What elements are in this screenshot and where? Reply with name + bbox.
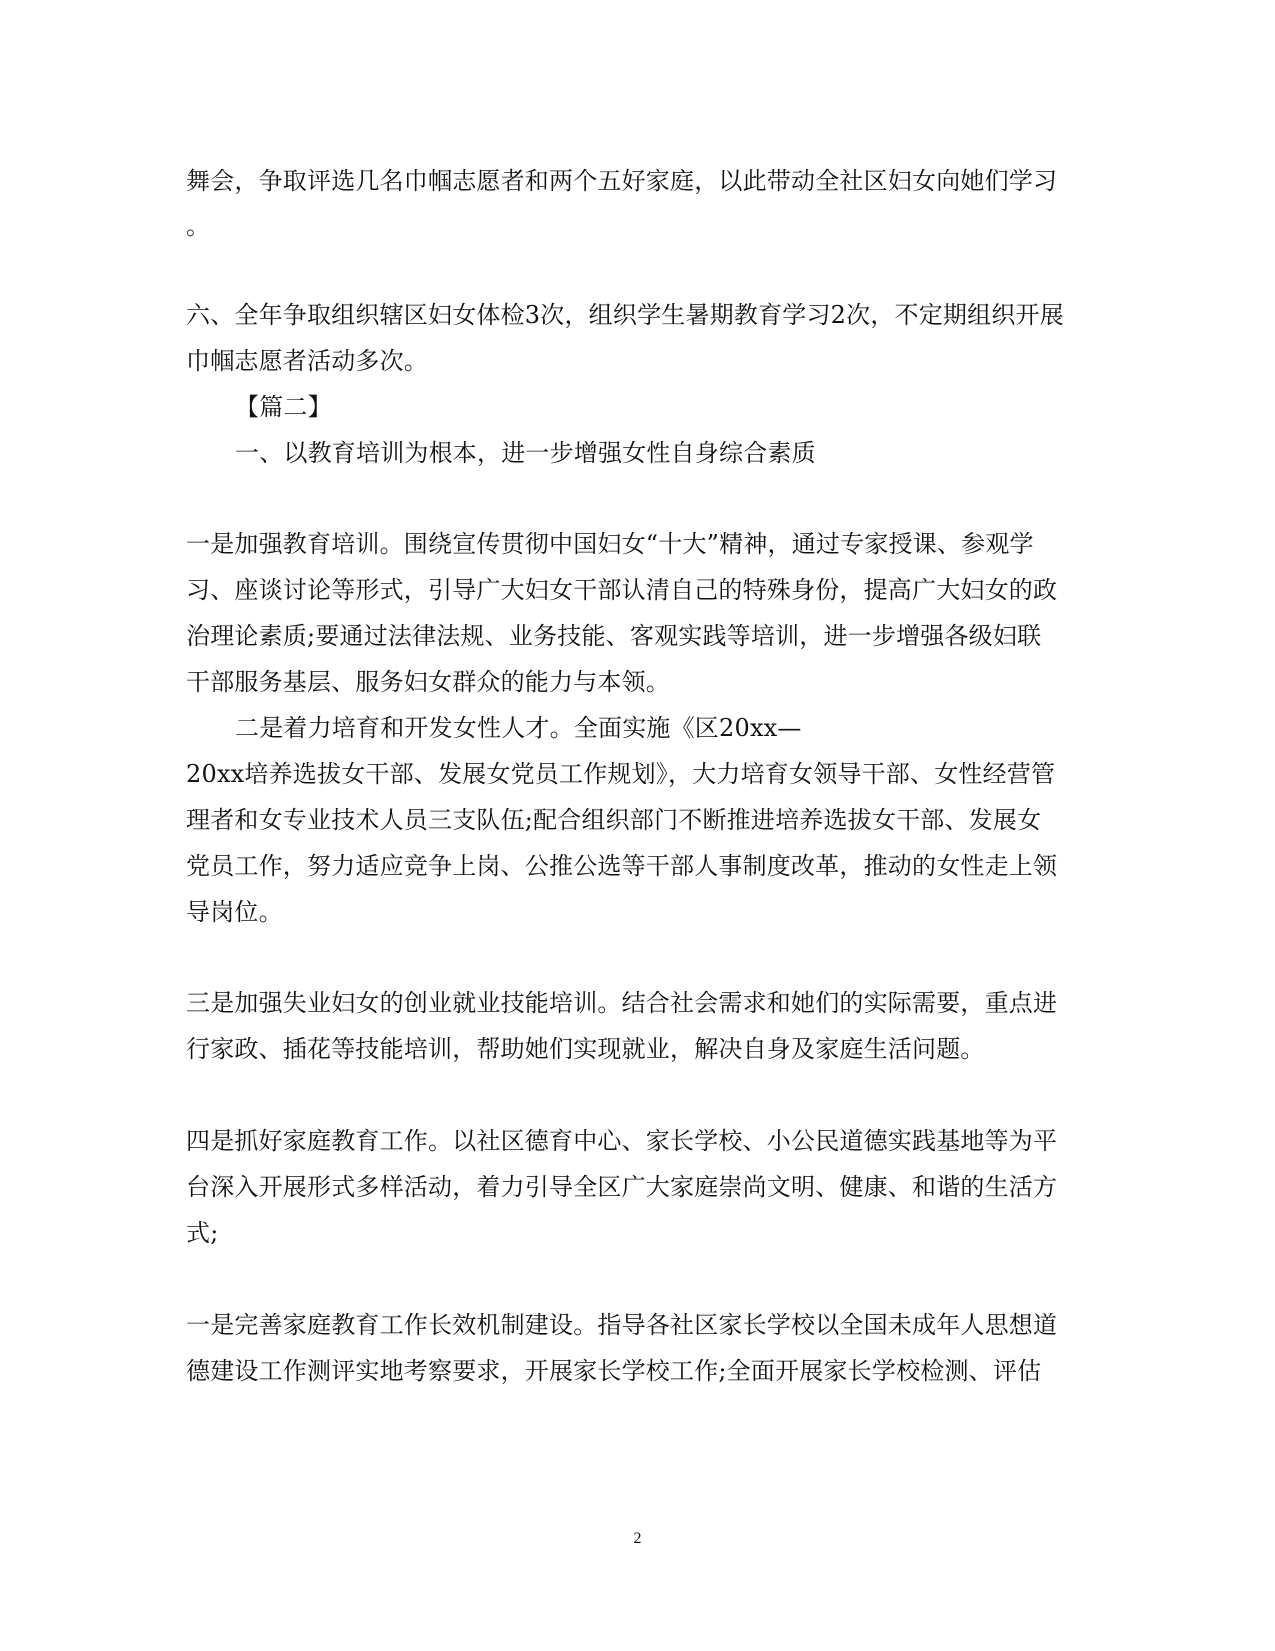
text-line: 舞会，争取评选几名巾帼志愿者和两个五好家庭，以此带动全社区妇女向她们学习 <box>186 167 1058 195</box>
text-line: 一是加强教育培训。围绕宣传贯彻中国妇女“十大”精神，通过专家授课、参观学 <box>186 530 1034 558</box>
text-line: 四是抓好家庭教育工作。以社区德育中心、家长学校、小公民道德实践基地等为平 <box>186 1127 1058 1155</box>
text-line: 治理论素质;要通过法律法规、业务技能、客观实践等培训，进一步增强各级妇联 <box>186 622 1042 650</box>
text-line: 德建设工作测评实地考察要求，开展家长学校工作;全面开展家长学校检测、评估 <box>186 1357 1042 1385</box>
text-line: 行家政、插花等技能培训，帮助她们实现就业，解决自身及家庭生活问题。 <box>186 1035 985 1063</box>
text-line: 党员工作，努力适应竞争上岗、公推公选等干部人事制度改革，推动的女性走上领 <box>186 852 1058 880</box>
text-line: 导岗位。 <box>186 898 283 926</box>
text-line: 二是着力培育和开发女性人才。全面实施《区20xx— <box>235 714 802 742</box>
text-line: 式; <box>186 1219 219 1247</box>
text-line: 巾帼志愿者活动多次。 <box>186 347 428 375</box>
text-line: 习、座谈讨论等形式，引导广大妇女干部认清自己的特殊身份，提高广大妇女的政 <box>186 576 1058 604</box>
text-line: 干部服务基层、服务妇女群众的能力与本领。 <box>186 668 670 696</box>
text-line: 。 <box>186 212 211 240</box>
text-line: 六、全年争取组织辖区妇女体检3次，组织学生暑期教育学习2次，不定期组织开展 <box>186 301 1064 329</box>
text-line: 20xx培养选拔女干部、发展女党员工作规划》，大力培育女领导干部、女性经营管 <box>186 760 1056 788</box>
text-line: 一是完善家庭教育工作长效机制建设。指导各社区家长学校以全国未成年人思想道 <box>186 1311 1058 1339</box>
subsection-heading: 一、以教育培训为根本，进一步增强女性自身综合素质 <box>235 439 816 467</box>
text-line: 台深入开展形式多样活动，着力引导全区广大家庭崇尚文明、健康、和谐的生活方 <box>186 1173 1058 1201</box>
page-number: 2 <box>633 1530 642 1547</box>
text-line: 理者和女专业技术人员三支队伍;配合组织部门不断推进培养选拔女干部、发展女 <box>186 806 1042 834</box>
text-line: 三是加强失业妇女的创业就业技能培训。结合社会需求和她们的实际需要，重点进 <box>186 989 1058 1017</box>
section-heading: 【篇二】 <box>235 393 332 421</box>
